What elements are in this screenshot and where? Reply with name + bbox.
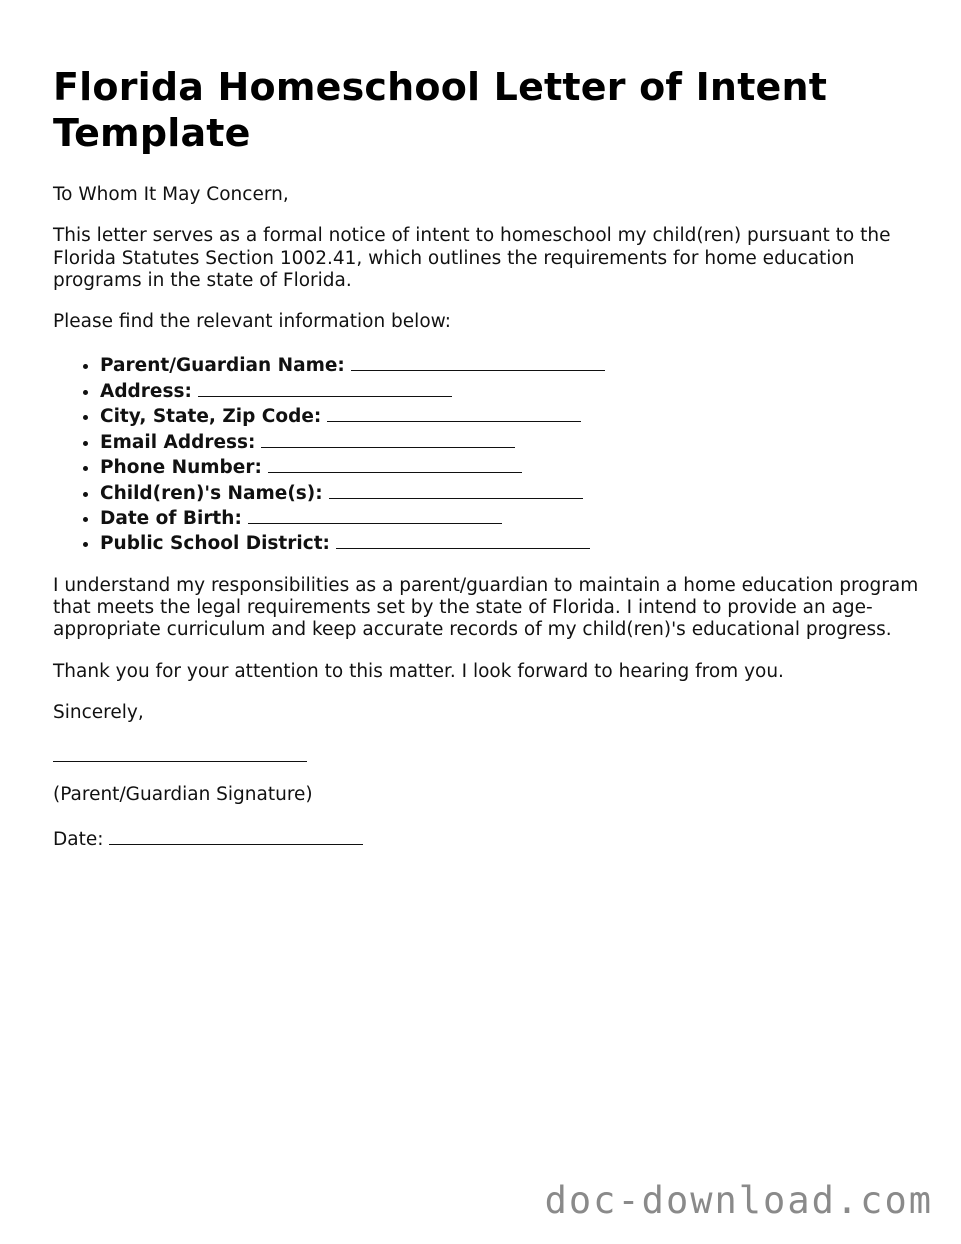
fill-in-blank[interactable] bbox=[336, 530, 590, 549]
date-label: Date: bbox=[53, 828, 104, 850]
field-date-of-birth bbox=[100, 505, 923, 530]
field-label: Public School District: bbox=[100, 533, 330, 555]
fill-in-blank[interactable] bbox=[198, 378, 452, 397]
field-phone-number bbox=[100, 454, 923, 479]
fill-in-blank[interactable] bbox=[261, 429, 515, 448]
fill-in-blank[interactable] bbox=[327, 403, 581, 422]
fill-in-blank[interactable] bbox=[351, 352, 605, 371]
field-label: Email Address: bbox=[100, 431, 256, 453]
field-label: City, State, Zip Code: bbox=[100, 406, 322, 428]
fill-in-blank[interactable] bbox=[248, 505, 502, 524]
responsibilities-paragraph: I understand my responsibilities as a parent/guardian to maintain a home education program that meets the legal requirements set by the state of Florida. I intend to provide an age-appropriate curriculum and keep accurate records of my child(ren)'s educational progress. bbox=[53, 574, 919, 641]
date-blank[interactable] bbox=[109, 826, 363, 845]
info-field-list bbox=[53, 352, 923, 555]
field-children-names bbox=[100, 480, 923, 505]
greeting: To Whom It May Concern, bbox=[53, 184, 289, 205]
field-label: Parent/Guardian Name: bbox=[100, 355, 345, 377]
info-prompt: Please find the relevant information below: bbox=[53, 311, 451, 333]
intro-paragraph: This letter serves as a formal notice of intent to homeschool my child(ren) pursuant to the Florida Statutes Section 1002.41, which outlines the requirements for home education programs in the state of Florida. bbox=[53, 225, 891, 291]
field-label: Phone Number: bbox=[100, 457, 262, 479]
letter-page bbox=[53, 64, 923, 851]
field-label: Child(ren)'s Name(s): bbox=[100, 482, 323, 504]
signature-label: (Parent/Guardian Signature) bbox=[53, 784, 313, 806]
closing: Sincerely, bbox=[53, 701, 144, 723]
signature-line bbox=[53, 743, 923, 765]
field-parent-guardian-name bbox=[100, 352, 923, 377]
field-address bbox=[100, 378, 923, 403]
fill-in-blank[interactable] bbox=[329, 480, 583, 499]
field-label: Address: bbox=[100, 380, 192, 402]
signature-blank[interactable] bbox=[53, 743, 307, 762]
thanks-paragraph: Thank you for your attention to this matter. I look forward to hearing from you. bbox=[53, 660, 784, 682]
fill-in-blank[interactable] bbox=[268, 454, 522, 473]
document-title: Florida Homeschool Letter of Intent Template bbox=[53, 65, 828, 155]
field-label: Date of Birth: bbox=[100, 507, 242, 529]
watermark: doc-download.com bbox=[544, 1179, 933, 1222]
date-line bbox=[53, 826, 923, 851]
field-city-state-zip bbox=[100, 403, 923, 428]
field-public-school-district bbox=[100, 530, 923, 555]
field-email-address bbox=[100, 429, 923, 454]
